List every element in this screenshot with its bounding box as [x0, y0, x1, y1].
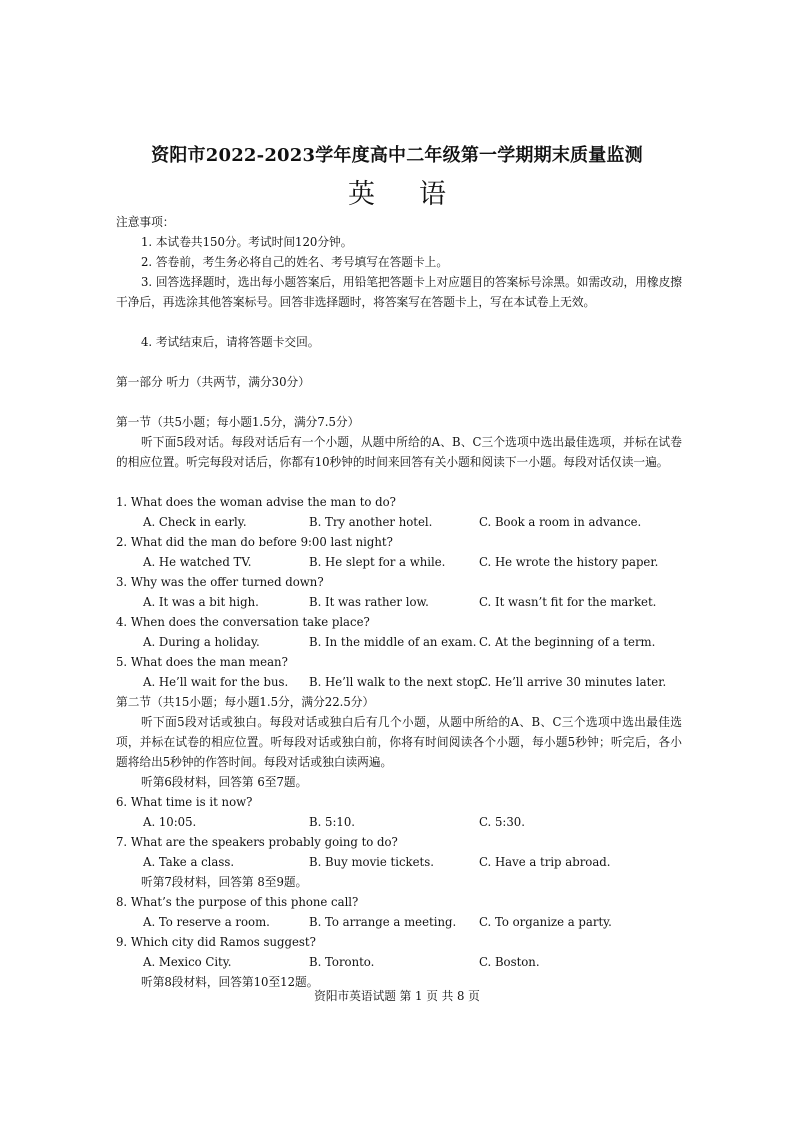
spacer [116, 392, 682, 412]
option-a: A. Check in early. [143, 515, 247, 529]
note-item: 2. 答卷前，考生务必将自己的姓名、考号填写在答题卡上。 [141, 255, 449, 269]
question-options [116, 812, 682, 832]
material-note: 听第8段材料，回答第10至12题。 [141, 975, 319, 989]
option-a: A. Mexico City. [143, 955, 232, 969]
question-options [116, 512, 682, 532]
option-b: B. He’ll walk to the next stop. [309, 675, 486, 689]
option-b: B. He slept for a while. [309, 555, 446, 569]
question-stem: 7. What are the speakers probably going to do? [116, 835, 398, 849]
question-stem: 2. What did the man do before 9:00 last night? [116, 535, 393, 549]
page-footer: 资阳市英语试题 第 1 页 共 8 页 [314, 989, 480, 1003]
question-stem: 9. Which city did Ramos suggest? [116, 935, 316, 949]
option-c: C. It wasn’t fit for the market. [479, 595, 657, 609]
option-b: B. Buy movie tickets. [309, 855, 434, 869]
question-stem: 5. What does the man mean? [116, 655, 288, 669]
question-stem: 4. When does the conversation take place? [116, 615, 370, 629]
option-c: C. He’ll arrive 30 minutes later. [479, 675, 667, 689]
option-b: B. 5:10. [309, 815, 355, 829]
question-options [116, 672, 682, 692]
question-stem: 3. Why was the offer turned down? [116, 575, 324, 589]
option-c: C. Have a trip abroad. [479, 855, 611, 869]
note-item: 4. 考试结束后，请将答题卡交回。 [141, 335, 320, 349]
question-options [116, 552, 682, 572]
question-options [116, 912, 682, 932]
option-a: A. Take a class. [143, 855, 235, 869]
option-b: B. To arrange a meeting. [309, 915, 457, 929]
option-a: A. He watched TV. [143, 555, 252, 569]
option-a: A. To reserve a room. [143, 915, 270, 929]
option-b: B. Try another hotel. [309, 515, 433, 529]
option-b: B. Toronto. [309, 955, 375, 969]
question-stem: 6. What time is it now? [116, 795, 253, 809]
option-c: C. He wrote the history paper. [479, 555, 659, 569]
option-a: A. He’ll wait for the bus. [143, 675, 289, 689]
section2-heading: 第二节（共15小题；每小题1.5分，满分22.5分） [116, 695, 375, 709]
option-b: B. In the middle of an exam. [309, 635, 477, 649]
option-a: A. 10:05. [143, 815, 197, 829]
question-options [116, 592, 682, 612]
subject-title: 英语 [348, 179, 490, 210]
material-note: 听第7段材料，回答第 8至9题。 [141, 875, 308, 889]
option-c: C. Book a room in advance. [479, 515, 642, 529]
option-c: C. 5:30. [479, 815, 525, 829]
notes-heading: 注意事项： [116, 215, 175, 229]
option-c: C. At the beginning of a term. [479, 635, 656, 649]
option-b: B. It was rather low. [309, 595, 429, 609]
section1-instructions: 听下面5段对话。每段对话后有一个小题，从题中所给的A、B、C三个选项中选出最佳选项，并标在试卷的相应位置。听完每段对话后，你都有10秒钟的时间来回答有关小题和阅读下一小题。每段对话仅读一遍。 [116, 435, 682, 469]
note-item: 3. 回答选择题时，选出每小题答案后，用铅笔把答题卡上对应题目的答案标号涂黑。如需改动，用橡皮擦干净后，再选涂其他答案标号。回答非选择题时，将答案写在答题卡上，写在本试卷上无效。 [116, 275, 682, 309]
option-c: C. Boston. [479, 955, 540, 969]
question-stem: 1. What does the woman advise the man to do? [116, 495, 396, 509]
material-note: 听第6段材料，回答第 6至7题。 [141, 775, 308, 789]
section1-heading: 第一节（共5小题；每小题1.5分，满分7.5分） [116, 415, 360, 429]
exam-body [116, 212, 682, 992]
option-c: C. To organize a party. [479, 915, 612, 929]
question-options [116, 632, 682, 652]
option-a: A. It was a bit high. [143, 595, 259, 609]
question-options [116, 852, 682, 872]
section2-instructions: 听下面5段对话或独白。每段对话或独白后有几个小题，从题中所给的A、B、C三个选项中选出最佳选项，并标在试卷的相应位置。听每段对话或独白前，你将有时间阅读各个小题，每小题5秒钟；听完后，各小题将给出5秒钟的作答时间。每段对话或独白读两遍。 [116, 715, 682, 769]
exam-title: 资阳市2022-2023学年度高中二年级第一学期期末质量监测 [151, 145, 643, 166]
spacer [116, 352, 682, 372]
question-stem: 8. What’s the purpose of this phone call? [116, 895, 359, 909]
option-a: A. During a holiday. [143, 635, 260, 649]
part1-heading: 第一部分 听力（共两节，满分30分） [116, 375, 310, 389]
note-item: 1. 本试卷共150分。考试时间120分钟。 [141, 235, 353, 249]
question-options [116, 952, 682, 972]
